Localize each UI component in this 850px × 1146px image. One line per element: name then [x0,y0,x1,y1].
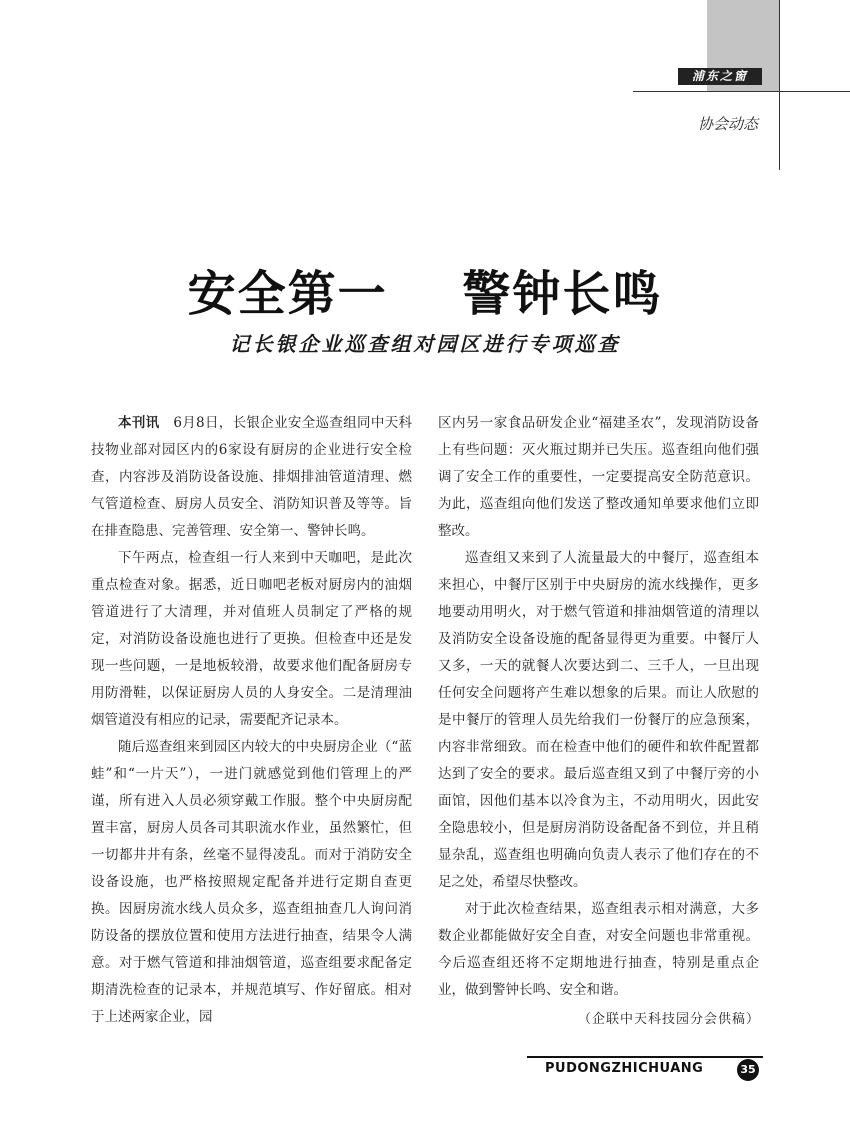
article-credit: （企联中天科技园分会供稿） [578,1012,761,1027]
header-vertical-rule [779,0,780,170]
paragraph: 对于此次检查结果，巡查组表示相对满意，大多数企业都能做好安全自查，对安全问题也非常重视。今后巡查组还将不定期地进行抽查，特别是重点企业，做到警钟长鸣、安全和谐。 [438,901,759,998]
page-number: 35 [737,1059,759,1081]
paragraph: 下午两点，检查组一行人来到中天咖吧，是此次重点检查对象。据悉，近日咖吧老板对厨房内的油烟管道进行了大清理，并对值班人员制定了严格的规定，对消防设备设施也进行了更换。但检查中还是发现一些问题，一是地板较滑，故要求他们配备厨房专用防滑鞋，以保证厨房人员的人身安全。二是清理油烟管道没有相应的记录，需要配齐记录本。 [91,550,412,728]
article-left-column [91,410,412,1031]
paragraph-text: 6月8日，长银企业安全巡查组同中天科技物业部对园区内的6家设有厨房的企业进行安全检查，内容涉及消防设备设施、排烟排油管道清理、燃气管道检查、厨房人员安全、消防知识普及等等。旨在排查隐患、完善管理、安全第一、警钟长鸣。 [91,415,413,539]
header-horizontal-rule [633,91,850,92]
article-title: 安全第一 警钟长鸣 [187,266,663,322]
paragraph [91,410,412,545]
paragraph: 随后巡查组来到园区内较大的中央厨房企业（“蓝蛙”和“一片天”），一进门就感觉到他们管理上的严谨，所有进入人员必须穿戴工作服。整个中央厨房配置丰富，厨房人员各司其职流水作业，虽然繁忙，但一切都井井有条，丝毫不显得凌乱。而对于消防安全设备设施，也严格按照规定配备并进行定期自查更换。因厨房流水线人员众多，巡查组抽查几人询问消防设备的摆放位置和使用方法进行抽查，结果令人满意。对于燃气管道和排油烟管道，巡查组要求配备定期清洗检查的记录本，并规范填写、作好留底。相对于上述两家企业，园 [91,739,412,1025]
paragraph: 区内另一家食品研发企业“福建圣农”，发现消防设备上有些问题：灭火瓶过期并已失压。巡查组向他们强调了安全工作的重要性，一定要提高安全防范意识。为此，巡查组向他们发送了整改通知单要求他们立即整改。 [438,415,759,539]
footer-magazine-name: PUDONGZHICHUANG [545,1061,704,1076]
lead-label: 本刊讯 [118,415,160,431]
section-label: 协会动态 [697,115,758,133]
article-subtitle: 记长银企业巡查组对园区进行专项巡查 [229,332,621,356]
magazine-logo: 浦东之窗 [678,68,762,85]
article-right-column [438,410,759,1004]
footer-rule [527,1056,763,1058]
paragraph: 巡查组又来到了人流量最大的中餐厅，巡查组本来担心，中餐厅区别于中央厨房的流水线操作，更多地要动用明火，对于燃气管道和排油烟管道的清理以及消防安全设备设施的配备显得更为重要。中餐厅人又多，一天的就餐人次要达到二、三千人，一旦出现任何安全问题将产生难以想象的后果。而让人欣慰的是中餐厅的管理人员先给我们一份餐厅的应急预案，内容非常细致。而在检查中他们的硬件和软件配置都达到了安全的要求。最后巡查组又到了中餐厅旁的小面馆，因他们基本以冷食为主，不动用明火，因此安全隐患较小，但是厨房消防设备配备不到位，并且稍显杂乱，巡查组也明确向负责人表示了他们存在的不足之处，希望尽快整改。 [438,550,759,890]
